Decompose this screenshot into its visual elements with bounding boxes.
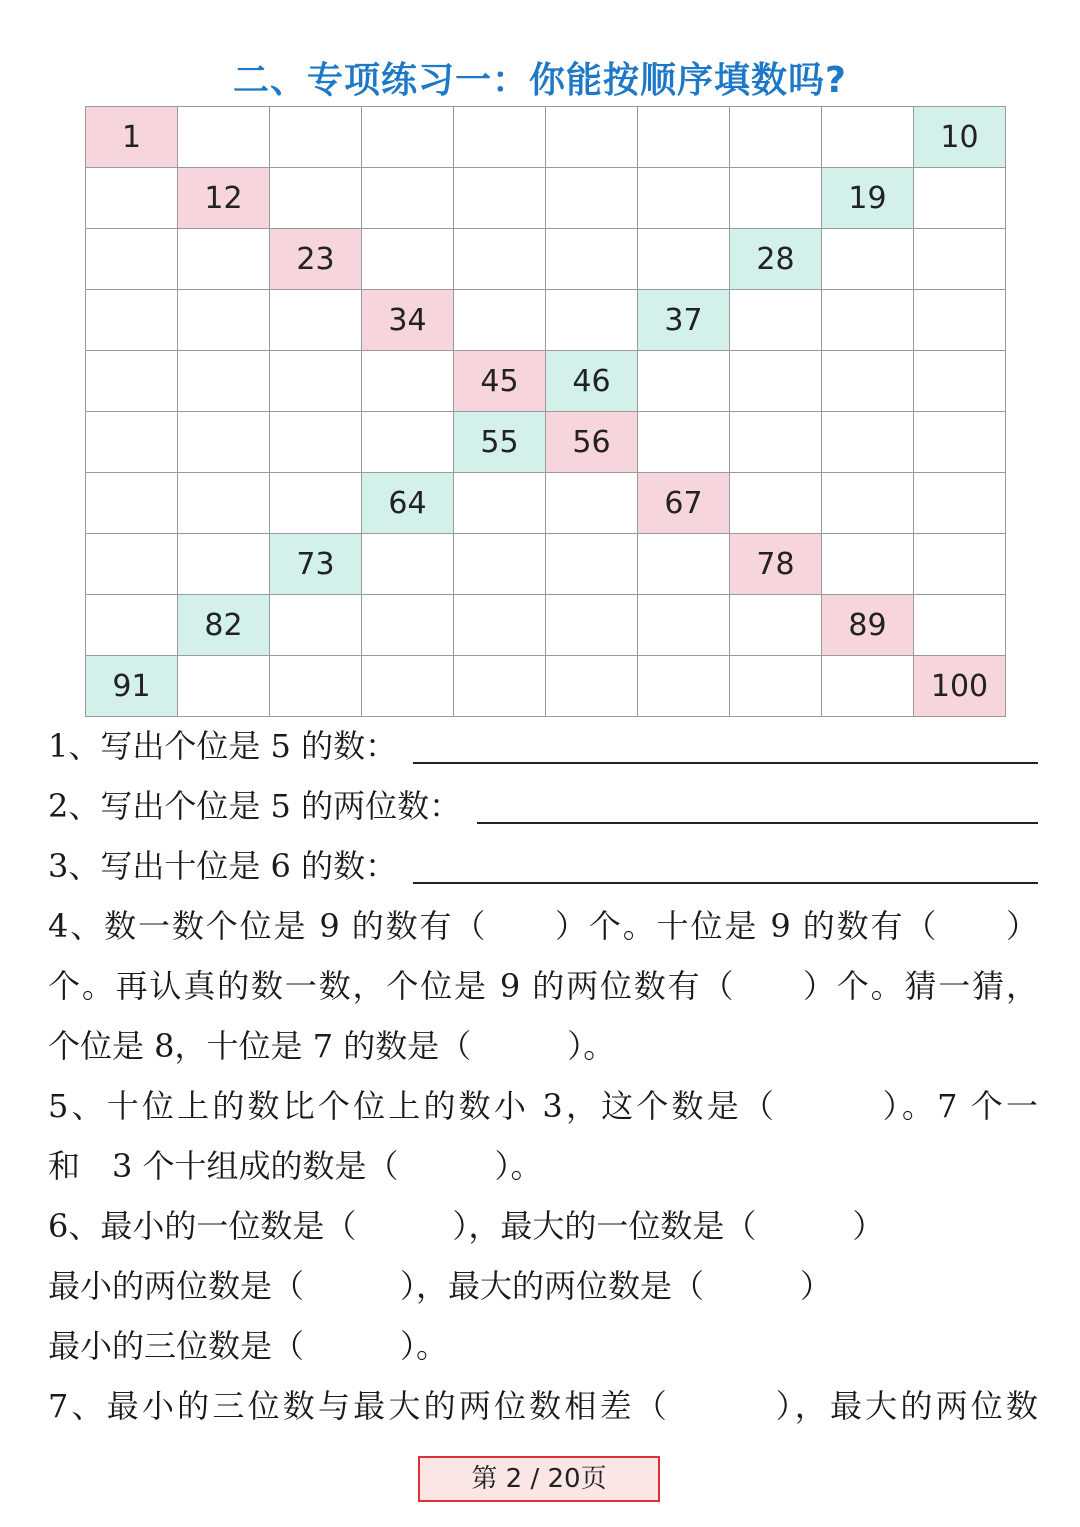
grid-cell-blank[interactable] — [638, 107, 730, 168]
grid-cell-blank[interactable] — [86, 290, 178, 351]
grid-cell-blank[interactable] — [914, 290, 1006, 351]
grid-cell-number: 100 — [914, 656, 1006, 717]
answer-line[interactable] — [413, 842, 1038, 884]
grid-cell-number: 78 — [730, 534, 822, 595]
grid-cell-blank[interactable] — [454, 168, 546, 229]
grid-cell-blank[interactable] — [638, 412, 730, 473]
grid-cell-blank[interactable] — [546, 656, 638, 717]
grid-cell-number: 28 — [730, 229, 822, 290]
grid-cell-blank[interactable] — [914, 412, 1006, 473]
grid-cell-blank[interactable] — [546, 595, 638, 656]
grid-cell-number: 12 — [178, 168, 270, 229]
grid-cell-blank[interactable] — [730, 412, 822, 473]
grid-cell-blank[interactable] — [914, 229, 1006, 290]
question-text: 2、写出个位是 5 的两位数： — [48, 787, 462, 825]
grid-row — [86, 656, 1006, 717]
grid-cell-blank[interactable] — [178, 473, 270, 534]
grid-cell-blank[interactable] — [86, 168, 178, 229]
grid-cell-number: 67 — [638, 473, 730, 534]
question-6-line-3: 最小的三位数是（ ）。 — [48, 1327, 449, 1365]
grid-cell-blank[interactable] — [730, 168, 822, 229]
grid-cell-blank[interactable] — [822, 473, 914, 534]
grid-cell-blank[interactable] — [822, 412, 914, 473]
answer-line[interactable] — [477, 782, 1038, 824]
grid-cell-blank[interactable] — [454, 534, 546, 595]
grid-cell-blank[interactable] — [730, 595, 822, 656]
grid-cell-blank[interactable] — [86, 534, 178, 595]
grid-cell-blank[interactable] — [362, 168, 454, 229]
question-2 — [48, 776, 1038, 836]
grid-cell-blank[interactable] — [270, 595, 362, 656]
answer-line[interactable] — [413, 722, 1038, 764]
grid-cell-blank[interactable] — [362, 107, 454, 168]
question-4-line-2: 个。再认真的数一数，个位是 9 的两位数有（ ）个。猜一猜， — [48, 967, 1038, 1005]
question-5-line-2: 和 3 个十组成的数是（ ）。 — [48, 1147, 543, 1185]
grid-cell-blank[interactable] — [86, 412, 178, 473]
grid-cell-blank[interactable] — [178, 534, 270, 595]
grid-cell-blank[interactable] — [454, 595, 546, 656]
grid-cell-blank[interactable] — [270, 168, 362, 229]
grid-cell-blank[interactable] — [270, 107, 362, 168]
question-4-line-1: 4、数一数个位是 9 的数有（ ）个。十位是 9 的数有（ ） — [48, 907, 1038, 945]
grid-cell-blank[interactable] — [178, 412, 270, 473]
grid-cell-blank[interactable] — [822, 290, 914, 351]
page-number: 第 2 / 20页 — [418, 1456, 660, 1502]
grid-cell-blank[interactable] — [546, 534, 638, 595]
question-1 — [48, 716, 1038, 776]
grid-cell-blank[interactable] — [546, 290, 638, 351]
grid-cell-number: 64 — [362, 473, 454, 534]
grid-cell-blank[interactable] — [914, 351, 1006, 412]
question-6-line-1: 6、最小的一位数是（ ），最大的一位数是（ ） — [48, 1207, 885, 1245]
grid-cell-blank[interactable] — [914, 168, 1006, 229]
grid-cell-blank[interactable] — [914, 473, 1006, 534]
grid-cell-blank[interactable] — [86, 595, 178, 656]
grid-cell-number: 82 — [178, 595, 270, 656]
grid-cell-blank[interactable] — [730, 473, 822, 534]
grid-cell-blank[interactable] — [638, 656, 730, 717]
grid-row — [86, 290, 1006, 351]
grid-cell-number: 1 — [86, 107, 178, 168]
grid-cell-blank[interactable] — [86, 473, 178, 534]
grid-cell-blank[interactable] — [454, 473, 546, 534]
grid-cell-blank[interactable] — [454, 290, 546, 351]
grid-cell-number: 91 — [86, 656, 178, 717]
grid-row — [86, 473, 1006, 534]
grid-cell-blank[interactable] — [362, 595, 454, 656]
grid-cell-blank[interactable] — [362, 656, 454, 717]
grid-row — [86, 168, 1006, 229]
grid-cell-blank[interactable] — [638, 168, 730, 229]
grid-cell-blank[interactable] — [178, 656, 270, 717]
grid-cell-blank[interactable] — [362, 351, 454, 412]
grid-cell-blank[interactable] — [270, 351, 362, 412]
grid-cell-blank[interactable] — [546, 229, 638, 290]
grid-cell-blank[interactable] — [86, 229, 178, 290]
grid-cell-blank[interactable] — [730, 656, 822, 717]
grid-row — [86, 595, 1006, 656]
grid-cell-blank[interactable] — [822, 656, 914, 717]
grid-cell-blank[interactable] — [730, 290, 822, 351]
grid-cell-blank[interactable] — [178, 290, 270, 351]
grid-cell-blank[interactable] — [638, 534, 730, 595]
grid-cell-blank[interactable] — [270, 473, 362, 534]
grid-cell-blank[interactable] — [822, 107, 914, 168]
grid-cell-blank[interactable] — [362, 534, 454, 595]
page-title: 二、专项练习一：你能按顺序填数吗? — [233, 60, 847, 101]
question-7-line-1: 7、最小的三位数与最大的两位数相差（ ），最大的两位数 — [48, 1387, 1038, 1425]
grid-row — [86, 534, 1006, 595]
grid-cell-number: 37 — [638, 290, 730, 351]
question-4-line-3: 个位是 8，十位是 7 的数是（ ）。 — [48, 1027, 616, 1065]
question-3 — [48, 836, 1038, 896]
grid-cell-number: 46 — [546, 351, 638, 412]
grid-cell-blank[interactable] — [914, 595, 1006, 656]
grid-row — [86, 351, 1006, 412]
grid-cell-blank[interactable] — [730, 107, 822, 168]
grid-row — [86, 412, 1006, 473]
question-text: 1、写出个位是 5 的数： — [48, 727, 398, 765]
grid-cell-blank[interactable] — [178, 351, 270, 412]
grid-cell-blank[interactable] — [86, 351, 178, 412]
grid-cell-blank[interactable] — [270, 290, 362, 351]
grid-cell-number: 10 — [914, 107, 1006, 168]
grid-cell-blank[interactable] — [546, 168, 638, 229]
grid-cell-blank[interactable] — [178, 107, 270, 168]
grid-cell-number: 56 — [546, 412, 638, 473]
grid-row — [86, 229, 1006, 290]
grid-cell-blank[interactable] — [270, 656, 362, 717]
grid-cell-blank[interactable] — [270, 412, 362, 473]
grid-cell-blank[interactable] — [454, 107, 546, 168]
grid-cell-number: 89 — [822, 595, 914, 656]
grid-cell-blank[interactable] — [546, 107, 638, 168]
grid-cell-blank[interactable] — [362, 229, 454, 290]
grid-cell-number: 55 — [454, 412, 546, 473]
grid-cell-blank[interactable] — [730, 351, 822, 412]
grid-cell-blank[interactable] — [822, 534, 914, 595]
grid-cell-number: 34 — [362, 290, 454, 351]
grid-cell-blank[interactable] — [638, 595, 730, 656]
grid-cell-blank[interactable] — [546, 473, 638, 534]
grid-cell-number: 73 — [270, 534, 362, 595]
grid-cell-blank[interactable] — [178, 229, 270, 290]
grid-cell-blank[interactable] — [822, 229, 914, 290]
number-grid — [85, 106, 1006, 717]
grid-cell-blank[interactable] — [638, 229, 730, 290]
question-text: 3、写出十位是 6 的数： — [48, 847, 398, 885]
grid-cell-number: 23 — [270, 229, 362, 290]
grid-cell-number: 45 — [454, 351, 546, 412]
grid-cell-blank[interactable] — [454, 229, 546, 290]
grid-cell-blank[interactable] — [362, 412, 454, 473]
grid-cell-blank[interactable] — [822, 351, 914, 412]
grid-cell-blank[interactable] — [454, 656, 546, 717]
question-5-line-1: 5、十位上的数比个位上的数小 3，这个数是（ ）。7 个一 — [48, 1087, 1038, 1125]
grid-cell-number: 19 — [822, 168, 914, 229]
grid-row — [86, 107, 1006, 168]
grid-cell-blank[interactable] — [914, 534, 1006, 595]
grid-cell-blank[interactable] — [638, 351, 730, 412]
question-6-line-2: 最小的两位数是（ ），最大的两位数是（ ） — [48, 1267, 833, 1305]
